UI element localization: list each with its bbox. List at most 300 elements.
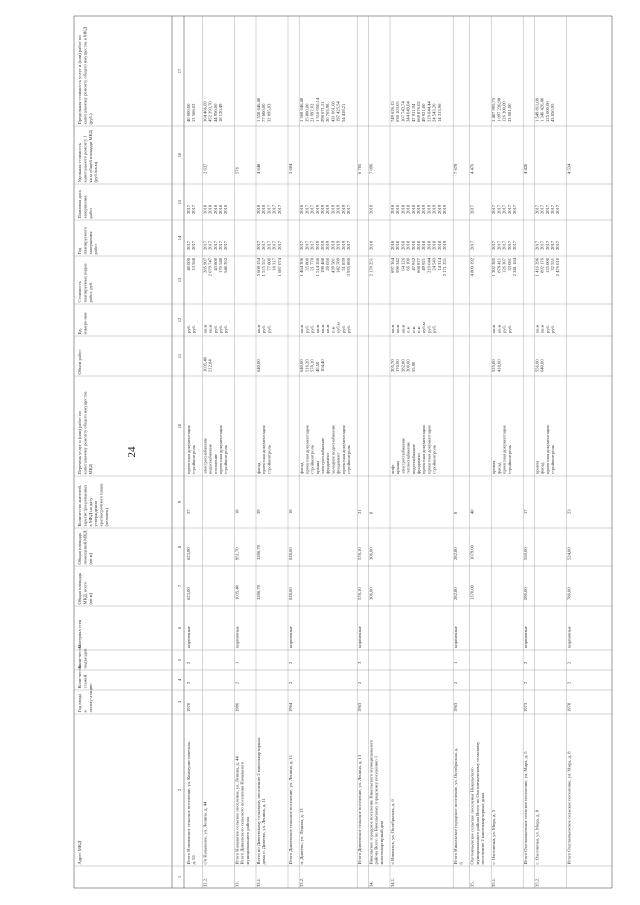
residents-text: 27	[186, 509, 191, 514]
area-total-text: 1370,00	[469, 585, 475, 600]
address-text: п. Дивеево, ул. Ленина, д. 13	[299, 808, 305, 865]
volume-text: 205,70	[390, 359, 395, 372]
work-text: стройконтроль	[506, 445, 512, 474]
year-text: 1964	[288, 702, 293, 712]
unit-text: куб.м	[421, 322, 427, 333]
year-plan-text: 2019	[330, 240, 336, 250]
wall-text: кирпичные	[186, 626, 191, 648]
work-text: проектная документация	[340, 425, 346, 474]
year-plan-text: 2017	[266, 240, 272, 250]
year-plan-text: 2017	[202, 240, 208, 250]
row-number: 35.2.	[534, 877, 540, 887]
cost-text: 1 687 074	[276, 258, 282, 277]
max-cost-text: 1 346 426,40	[539, 97, 545, 122]
header-text: измере-ния	[82, 312, 88, 335]
entrances-text: 1	[234, 661, 240, 664]
cost-text: 18 317	[271, 258, 277, 271]
header-text: в МКД на дату	[87, 497, 93, 527]
max-cost-text: 1 549 811,08	[534, 98, 540, 122]
address-text: многоквартирный дом	[378, 820, 384, 865]
max-cost-text: 668 876,02	[416, 101, 421, 122]
address-text: г. Никольск, ул. Октябрьская, д. 6	[390, 799, 395, 865]
floors-text: 2	[357, 681, 363, 684]
address-text: Итого Дивеевское сельское поселение, ул. Ленина, д. 13	[357, 754, 363, 865]
area-total-text: 628,60	[288, 587, 293, 600]
year-plan-text: 2017	[218, 240, 223, 250]
cost-text: 4 809 192	[469, 258, 475, 277]
volume-text: 525,00	[491, 359, 497, 372]
area-rooms-text: 1079,00	[469, 545, 475, 560]
cost-text: 3 935 860	[346, 258, 351, 277]
cost-text: 219 044	[426, 258, 432, 273]
work-text: крыша	[395, 460, 401, 474]
year-plan-text: 2017	[544, 240, 550, 250]
address-text: Никольское городское поселение Никольского муниципального	[368, 739, 374, 865]
date-plan-text: 2018	[212, 204, 218, 214]
year-plan-text: 2017	[506, 240, 512, 250]
cost-text: 668 877	[416, 258, 421, 273]
area-rooms-text: 628,60	[288, 547, 293, 560]
header-text: эксплу-атацию	[87, 683, 93, 713]
wall-text: кирпичные	[234, 626, 240, 648]
address-text: с/п Начальное, ул. Ленина, д. 44	[202, 801, 208, 865]
cost-text: 64 126	[400, 258, 406, 271]
date-plan-text: 2017	[304, 204, 310, 214]
year-plan-text: 2017	[309, 240, 315, 250]
work-text: лифт	[390, 464, 395, 474]
year-plan-text: 2019	[325, 240, 331, 250]
year-plan-text: 2018	[416, 240, 421, 250]
cost-text: 892 176	[539, 258, 545, 273]
work-text: стройконтроль	[309, 445, 315, 474]
cost-text: 879 411	[496, 258, 502, 273]
max-cost-text: 43 850,95	[550, 103, 555, 122]
date-plan-text: 2019	[436, 204, 442, 214]
date-plan-text: 2017	[191, 204, 197, 214]
header-text: (руб.)	[87, 113, 93, 125]
cost-text: 1 464 306	[299, 258, 305, 277]
header-text: Ед.	[77, 328, 82, 335]
floors-text: 2	[186, 681, 191, 684]
volume-text: 104,40	[320, 359, 325, 372]
unit-text: кв.м	[534, 324, 540, 333]
max-cost-text: 107 743,74	[400, 101, 406, 122]
column-number: 5	[177, 658, 182, 662]
unit-cost-text: 4 648	[256, 163, 261, 174]
max-cost-text: 32 095,03	[266, 103, 272, 122]
residents-text: 18	[288, 509, 293, 514]
address-text: Итого Никольское городское поселение, ул. Октябрьская, д.	[453, 747, 459, 865]
volume-text: 176,00	[395, 359, 401, 372]
unit-cost-text: 6 785	[357, 163, 363, 174]
header-text: капитальному ремонту общего имущества	[82, 391, 88, 475]
address-text: Итого Охотничьевское сельское поселение, ул. Мира, д. 5	[523, 751, 529, 865]
header-text: кв.м общей площади МКД	[87, 130, 93, 183]
column-number: 8	[177, 545, 182, 549]
work-text: водоснабжение	[207, 444, 213, 474]
date-plan-text: 2018	[410, 204, 416, 214]
header-text: Коли-чество	[77, 644, 82, 669]
work-text: фасад	[256, 462, 261, 474]
max-cost-text: 40 000,00	[186, 103, 191, 122]
work-text: теплоснабжение	[405, 441, 411, 474]
cost-text: 49 921	[421, 258, 427, 271]
year-plan-text: 2018	[405, 240, 411, 250]
year-plan-text: 2017	[276, 240, 282, 250]
max-cost-text: 749 626,15	[390, 101, 395, 122]
entrances-text: 2	[288, 661, 293, 664]
year-plan-text: 2018	[426, 240, 432, 250]
header-text: планируемого	[82, 227, 88, 255]
year-plan-text: 2017	[539, 240, 545, 250]
unit-cost-text: 7 096	[368, 163, 374, 174]
header-text: Год	[77, 247, 82, 255]
date-plan-text: 2019	[330, 204, 336, 214]
row-number: 35.1.	[491, 877, 497, 887]
year-plan-text: 2017	[207, 240, 213, 250]
area-rooms-text: 1206,70	[256, 545, 261, 560]
year-plan-text: 2018	[395, 240, 401, 250]
header-text: Общая площадь	[77, 572, 82, 605]
year-plan-text: 2017	[496, 240, 502, 250]
date-plan-text: 2018	[395, 204, 401, 214]
work-text: стройконтроль	[346, 445, 351, 474]
cost-text: 13 568	[191, 258, 197, 271]
cost-text: 40 000	[186, 258, 191, 271]
unit-text: руб.	[218, 325, 223, 333]
column-number: 14	[177, 235, 182, 241]
column-number: 17	[177, 68, 182, 74]
unit-text: кв.м	[325, 324, 331, 333]
header-text: Коли-чество	[77, 664, 82, 689]
work-text: фундамент	[325, 452, 331, 474]
area-total-text: 623,00	[186, 587, 191, 600]
header-text: (руб./кв.м)	[93, 161, 99, 183]
unit-text: руб.	[304, 325, 310, 333]
area-rooms-text: 623,90	[186, 547, 191, 560]
entrances-text: 1	[453, 661, 459, 664]
year-plan-text: 2018	[421, 240, 427, 250]
unit-text: п.м	[330, 326, 336, 333]
date-plan-text: 2019	[335, 204, 341, 214]
address-text: Всего по Дивеевскому сельскому поселению 2 многоквартирных	[256, 737, 261, 865]
floors-text: 2	[566, 681, 572, 684]
cost-text: 2 476 010	[555, 258, 561, 277]
work-text: крыша	[314, 460, 320, 474]
date-plan-text: 2018	[207, 204, 213, 214]
unit-text: руб.	[501, 325, 507, 333]
column-number: 3	[177, 700, 182, 704]
max-cost-text: 125 000,00	[544, 101, 550, 122]
volume-text: 640,00	[299, 359, 305, 372]
column-number: 10	[177, 423, 182, 429]
column-number: 15	[177, 199, 182, 205]
residents-text: 8	[453, 511, 459, 514]
floors-text: 2	[453, 681, 459, 684]
wall-text: кирпичные	[566, 626, 572, 648]
cost-text: 2 341 184	[512, 258, 517, 277]
unit-cost-text: 576	[234, 167, 240, 174]
unit-text: руб.	[431, 325, 437, 333]
column-number: 16	[177, 152, 182, 158]
cost-text: 1 416 296	[534, 258, 540, 277]
header-text: в	[82, 710, 88, 713]
work-text: отопление	[212, 453, 218, 474]
cost-text: 24 543	[431, 258, 437, 271]
cost-text: 170 548	[218, 258, 223, 273]
unit-text: руб.	[340, 325, 346, 333]
max-cost-text: 298 071,51	[320, 101, 325, 122]
row-number: 33.2.	[299, 877, 305, 887]
work-text: проектная документация	[544, 425, 550, 474]
header-text: зарегистри-рованных	[82, 484, 88, 527]
cost-text: 125 000	[544, 258, 550, 273]
address-text: 6	[458, 862, 464, 865]
max-cost-text: 49 921,00	[421, 103, 427, 122]
max-cost-text: 54 418,21	[340, 103, 346, 122]
date-plan-text: 2018	[400, 204, 406, 214]
residents-text: 17	[523, 509, 529, 514]
cost-text: 2 170 251	[368, 258, 374, 277]
cost-text: 33 081	[506, 258, 512, 271]
unit-text: руб.	[186, 325, 191, 333]
cost-text: 285 907	[202, 258, 208, 273]
unit-text: руб.	[544, 325, 550, 333]
cost-text: 126 307	[501, 258, 507, 273]
date-plan-text: 2018	[223, 204, 229, 214]
work-text: фасад	[496, 462, 502, 474]
unit-cost-text: 4 534	[566, 163, 572, 174]
volume-text: 640,00	[539, 359, 545, 372]
work-text: холодное водоснабжение	[330, 424, 336, 474]
year-text: 1963	[357, 702, 363, 712]
date-plan-text: 2017	[512, 204, 517, 214]
header-text: Объем работ	[77, 349, 82, 375]
address-text: Итого Новоямское сельское поселение, ул. Коммунистическая,	[186, 741, 191, 865]
cost-text: 198 488	[320, 258, 325, 273]
unit-text: кв.м	[395, 324, 401, 333]
year-plan-text: 2017	[299, 240, 305, 250]
header-text: Плановая дата	[77, 190, 82, 219]
cost-text: 20 050	[325, 258, 331, 271]
volume-text: 212,84	[207, 359, 213, 372]
address-text: Итого Охотничьевское сельское поселение, ул. Мира, д. 8	[566, 751, 572, 865]
unit-text: руб.	[223, 325, 229, 333]
year-plan-text: 2017	[261, 240, 267, 250]
cost-text: 66 100	[405, 258, 411, 271]
column-number: 1	[177, 875, 182, 879]
year-text: 1970	[186, 702, 191, 712]
max-cost-text: 344 049,04	[405, 101, 411, 122]
row-number: 32.2.	[202, 877, 208, 887]
residents-text: 39	[256, 509, 261, 514]
max-cost-text: 1 558 646,40	[256, 97, 261, 122]
date-plan-text: 2018	[202, 204, 208, 214]
date-plan-text: 2017	[539, 204, 545, 214]
unit-cost-text: 4 476	[469, 163, 475, 174]
date-plan-text: 2017	[491, 204, 497, 214]
max-cost-text: 44 950,00	[212, 103, 218, 122]
max-cost-text: 77 800,00	[261, 103, 267, 122]
unit-text: кв.м	[256, 324, 261, 333]
address-text: Охотничьевское сельское поселение Никольского	[469, 767, 475, 865]
unit-text: кв.м	[390, 324, 395, 333]
header-text: капитальному ремонту общего имущества в МКД	[82, 26, 88, 125]
year-plan-text: 2019	[335, 240, 341, 250]
year-plan-text: 2017	[212, 240, 218, 250]
work-text: фундамент	[335, 452, 341, 474]
area-total-text: 282,80	[453, 587, 459, 600]
header-text: Материал стен	[77, 619, 82, 649]
residents-text: 21	[357, 509, 363, 514]
area-rooms-text: 951,70	[234, 547, 240, 560]
date-plan-text: 2019	[431, 204, 437, 214]
work-text: проектная документация	[261, 425, 267, 474]
cost-text: 5 608 154	[256, 258, 261, 277]
volume-text: 282,80	[400, 359, 406, 372]
year-plan-text: 2017	[271, 240, 277, 250]
date-plan-text: 2019	[320, 204, 325, 214]
date-plan-text: 2019	[340, 204, 346, 214]
unit-text: п.м	[405, 326, 411, 333]
unit-text: руб.	[212, 325, 218, 333]
date-plan-text: 2018	[256, 204, 261, 214]
unit-text: куб.м	[335, 322, 341, 333]
unit-text: руб.	[266, 325, 272, 333]
row-number: 34.1.	[390, 877, 395, 887]
header-text: завершения	[82, 195, 88, 219]
unit-text: руб.	[261, 325, 267, 333]
header-text: этажей	[82, 674, 88, 689]
year-plan-text: 2017	[304, 240, 310, 250]
residents-text: 18	[234, 509, 240, 514]
year-plan-text: 2017	[223, 240, 229, 250]
year-plan-text: 2017	[550, 240, 555, 250]
address-text: Итого Начальное сельское поселение, ул. Ленина, д. 44	[234, 756, 240, 865]
residents-text: 8	[368, 511, 374, 514]
date-plan-text: 2018	[261, 204, 267, 214]
header-text: подъездов	[82, 648, 88, 669]
year-plan-text: 2019	[320, 240, 325, 250]
unit-text: руб.	[506, 325, 512, 333]
unit-cost-text: 2 684	[288, 163, 293, 174]
row-number: 34.	[368, 881, 374, 887]
max-cost-text: 219 044,44	[426, 101, 432, 122]
header-text: Адрес МКД	[77, 840, 82, 865]
unit-text: кв.м	[539, 324, 545, 333]
date-plan-text: 2019	[325, 204, 331, 214]
column-number: 6	[177, 626, 182, 630]
year-plan-text: 2019	[340, 240, 346, 250]
entrances-text: 3	[357, 661, 363, 664]
address-text: района Всего по Никольскому городскому поселению 1	[373, 755, 379, 865]
date-plan-text: 2018	[405, 204, 411, 214]
address-text: с. Охотничья, ул. Мира, д. 8	[534, 809, 540, 865]
max-cost-text: 1 568 646,40	[299, 97, 305, 122]
header-text: работ	[93, 243, 99, 255]
address-text: дома п. Дивеево, ул. Ленина, д. 11	[261, 798, 267, 865]
year-plan-text: 2018	[410, 240, 416, 250]
cost-text: 439 581	[330, 258, 336, 273]
rotated-table	[22, 8, 622, 896]
work-text: стройконтроль	[266, 445, 272, 474]
date-plan-text: 2019	[368, 204, 374, 214]
unit-cost-text: 7 678	[453, 163, 459, 174]
cost-text: 697 364	[390, 258, 395, 273]
max-cost-text: 21 997,02	[309, 103, 315, 122]
max-cost-text: 24 543,20	[431, 103, 437, 122]
date-plan-text: 2019	[416, 204, 421, 214]
max-cost-text: 13 568,02	[191, 103, 197, 122]
max-cost-text: 14 313,96	[436, 103, 442, 122]
row-number: 33.	[234, 881, 240, 887]
unit-text: руб.	[426, 325, 432, 333]
cost-text: 142 789	[335, 258, 341, 273]
year-text: 1986	[234, 702, 240, 712]
volume-text: 55,90	[410, 361, 416, 372]
address-text: д. 53	[191, 855, 197, 865]
work-text: проектная документация	[304, 425, 310, 474]
cost-text: 43 800	[212, 258, 218, 271]
column-number: 4	[177, 678, 182, 682]
cost-text: 51 839	[340, 258, 346, 271]
date-plan-text: 2017	[506, 204, 512, 214]
header-text: краткосрочного плана	[98, 483, 104, 527]
date-plan-text: 2017	[501, 204, 507, 214]
unit-text: кв.м	[314, 324, 320, 333]
floors-text: 2	[234, 681, 240, 684]
unit-text: кв.м	[400, 324, 406, 333]
wall-text: кирпичные	[523, 626, 529, 648]
header-text: Удельная стоимость	[77, 143, 82, 183]
work-text: проектная документация	[501, 425, 507, 474]
year-plan-text: 2017	[186, 240, 191, 250]
work-text: кровля	[534, 460, 540, 474]
date-plan-text: 2017	[555, 204, 561, 214]
column-number: 9	[177, 500, 182, 504]
volume-text: 578,10	[309, 359, 315, 372]
max-cost-text: 35 800,00	[304, 103, 310, 122]
max-cost-text: 452 393,70	[207, 101, 213, 122]
column-number: 7	[177, 584, 182, 588]
work-text: проектная документация	[186, 425, 191, 474]
address-text: Итого Дивеевского сельского поселения Начального	[239, 761, 245, 865]
volume-text: 418,00	[496, 359, 502, 372]
max-cost-text: 1 516 050,14	[314, 97, 320, 122]
area-total-text: 306,00	[368, 587, 374, 600]
header-text: Год ввода	[77, 693, 82, 713]
work-text: водоснабжение	[410, 444, 416, 474]
work-text: кровля	[491, 460, 497, 474]
address-text: муниципального района Всего по Охотничьевскому сельскому	[474, 741, 480, 865]
year-plan-text: 2018	[390, 240, 395, 250]
area-total-text: 578,10	[357, 587, 363, 600]
cost-text: 14 314	[436, 258, 442, 271]
header-text: (кв.м)	[87, 552, 93, 565]
max-cost-text: 431 061,68	[330, 101, 336, 122]
date-plan-text: 2017	[266, 204, 272, 214]
work-text: стройконтроль	[223, 445, 229, 474]
entrances-text: 2	[566, 661, 572, 664]
volume-text: 556,00	[534, 359, 540, 372]
header-text: (кв.м)	[87, 592, 93, 605]
unit-text: руб.	[346, 325, 351, 333]
address-text: муниципального района	[244, 816, 250, 865]
date-plan-text: 2017	[186, 204, 191, 214]
unit-text: кв.м	[491, 324, 497, 333]
cost-text: 2 079 747	[207, 258, 213, 277]
year-plan-text: 2019	[442, 240, 447, 250]
